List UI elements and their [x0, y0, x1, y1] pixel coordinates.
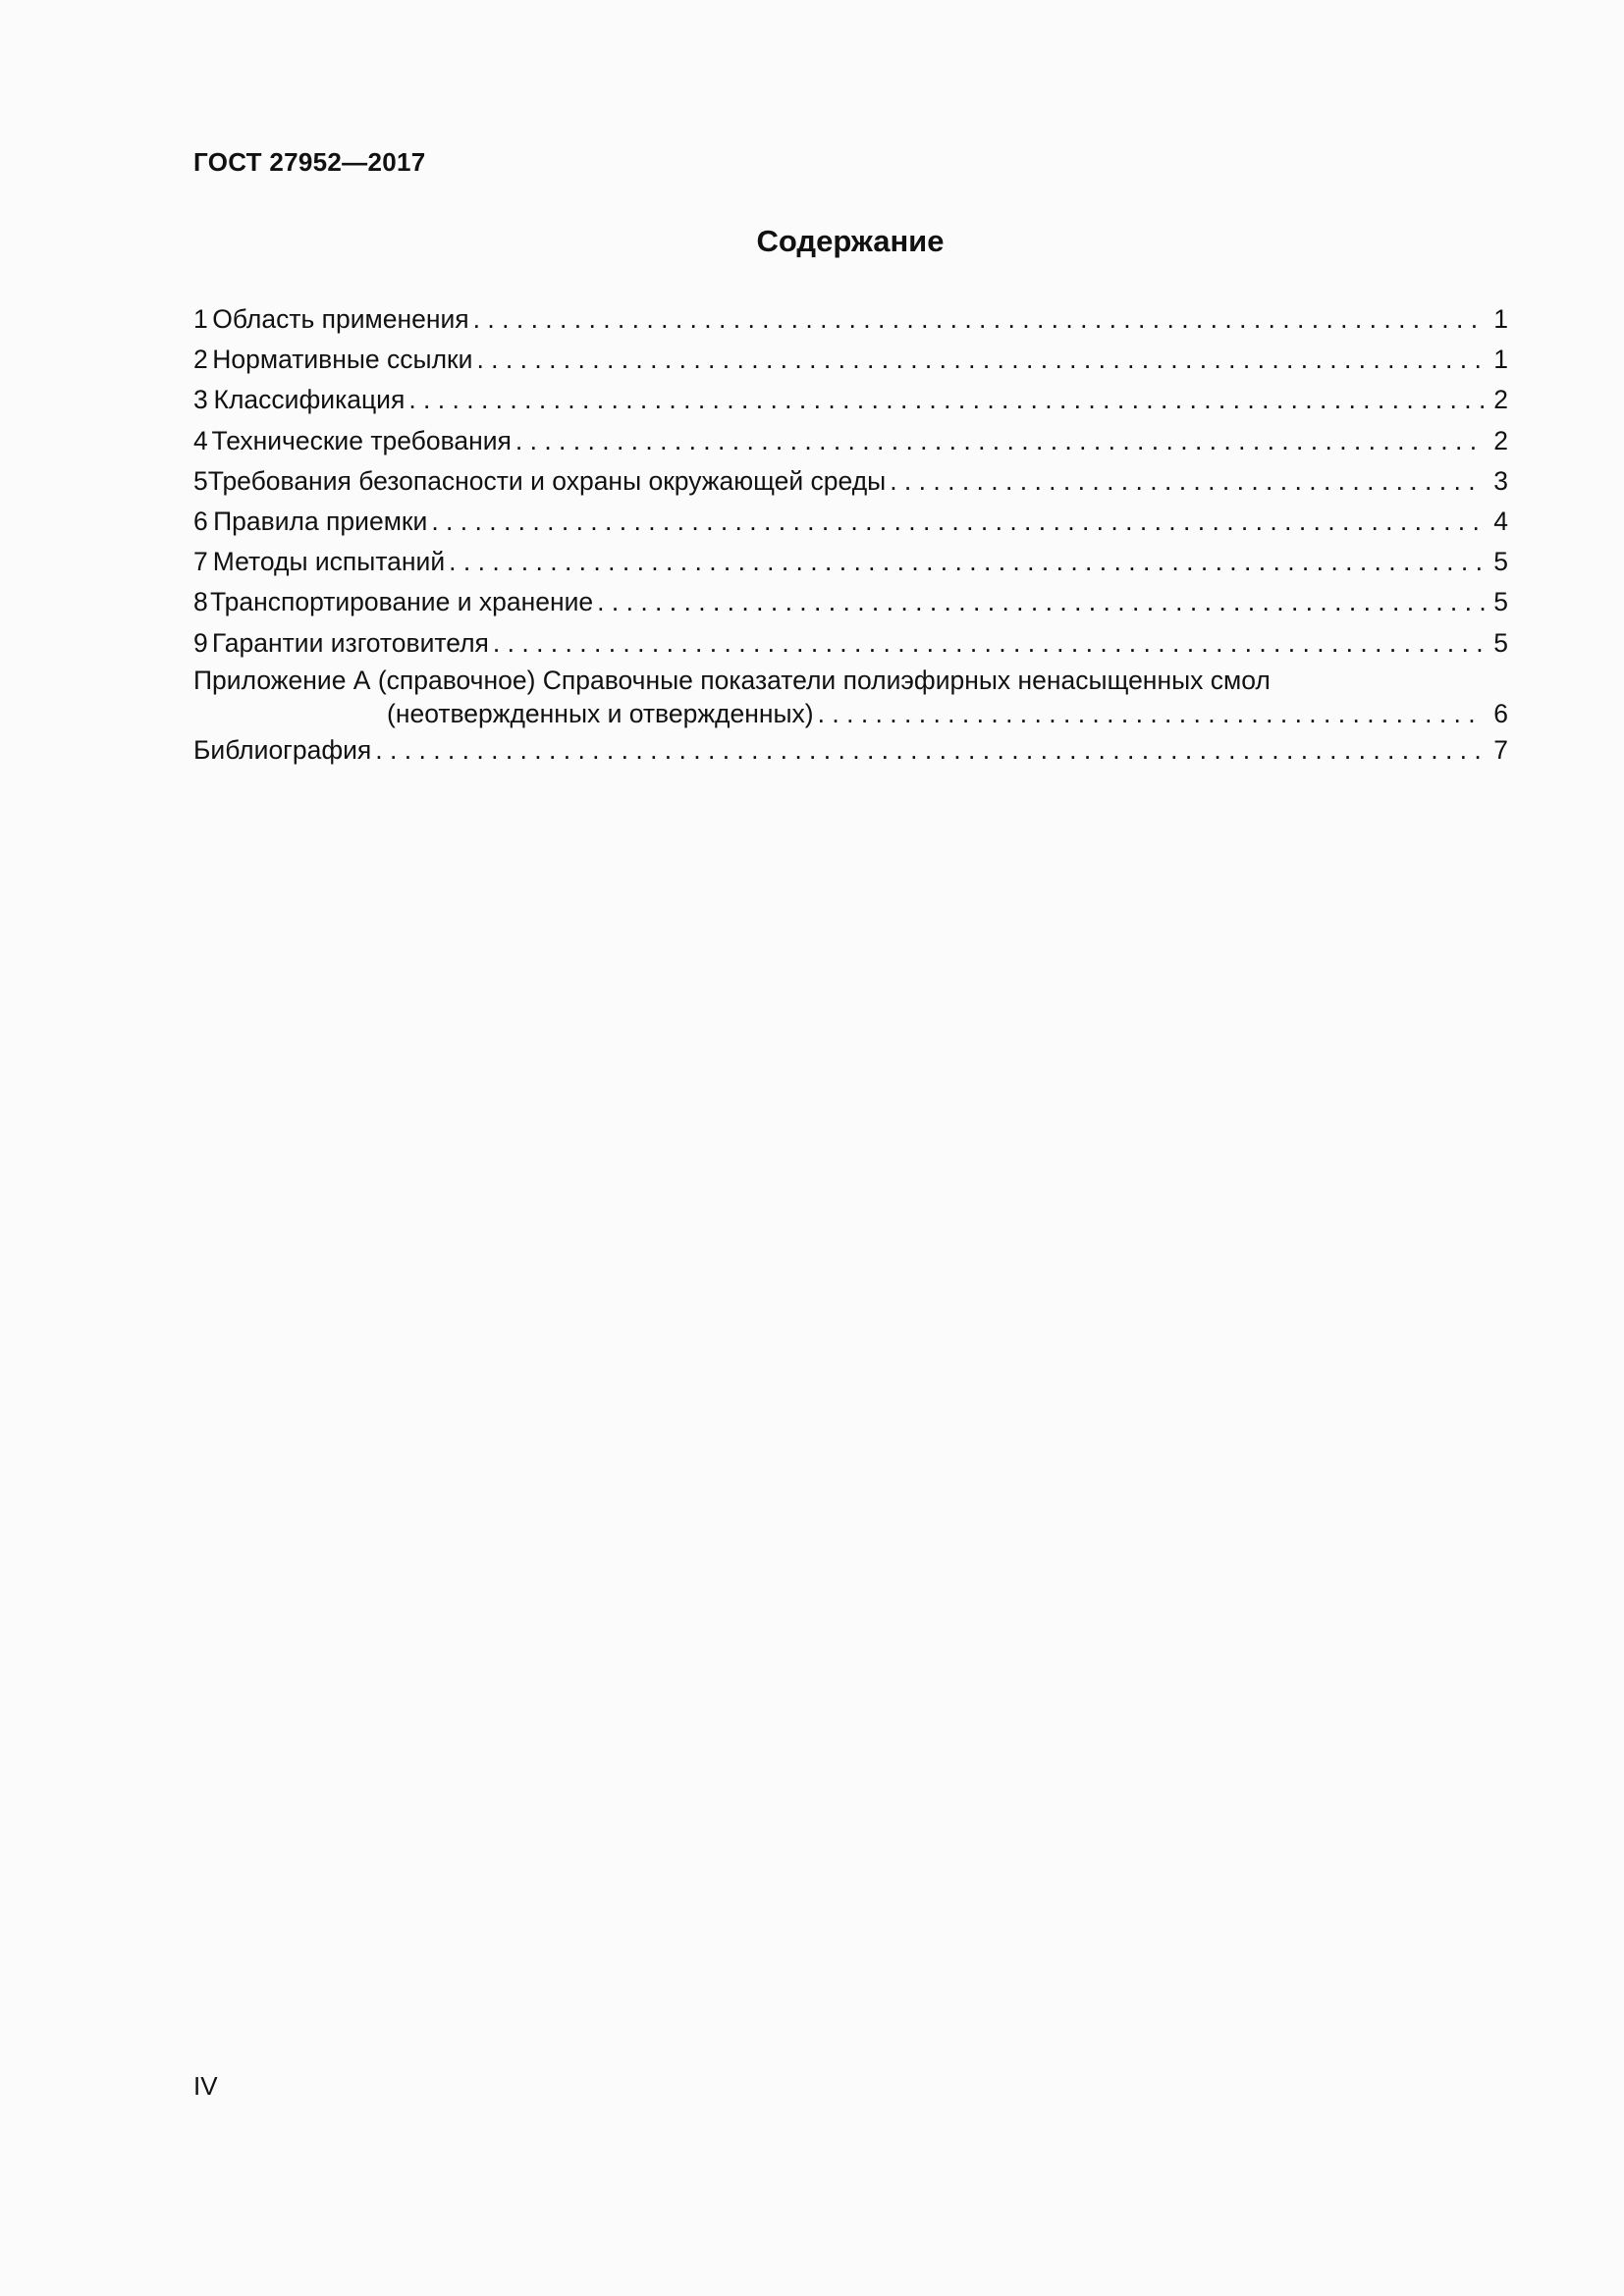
dot-leader [476, 340, 1485, 380]
toc-entry-label: Правила приемки [213, 506, 428, 536]
toc-entry-page: 6 [1493, 698, 1508, 728]
table-of-contents [193, 299, 1508, 771]
dot-leader [375, 730, 1485, 771]
toc-entry-number: 5 [193, 465, 208, 496]
dot-leader [818, 697, 1485, 730]
dot-leader [408, 380, 1485, 420]
toc-entry-2[interactable] [193, 340, 1508, 380]
toc-entry-label: Библиография [193, 734, 372, 765]
dot-leader [597, 582, 1485, 622]
toc-entry-label: Требования безопасности и охраны окружающей среды [207, 465, 887, 496]
toc-entry-page: 2 [1493, 425, 1508, 455]
toc-entry-bibliography[interactable] [193, 730, 1508, 771]
toc-entry-6[interactable] [193, 502, 1508, 542]
toc-entry-5[interactable] [193, 461, 1508, 502]
appendix-label-line2: (неотвержденных и отвержденных) [387, 698, 814, 728]
dot-leader [449, 542, 1485, 582]
toc-entry-label: Методы испытаний [212, 547, 446, 577]
toc-entry-page: 5 [1493, 627, 1508, 658]
toc-entry-label: Область применения [212, 304, 469, 334]
dot-leader [515, 421, 1485, 461]
toc-entry-number: 3 [193, 385, 208, 415]
toc-entry-page: 5 [1493, 587, 1508, 617]
toc-entry-3[interactable] [193, 380, 1508, 420]
toc-entry-page: 7 [1493, 734, 1508, 765]
toc-entry-page: 5 [1493, 547, 1508, 577]
toc-entry-label: Технические требования [211, 425, 512, 455]
toc-entry-page: 3 [1493, 465, 1508, 496]
dot-leader [890, 461, 1485, 502]
toc-entry-page: 4 [1493, 506, 1508, 536]
dot-leader [473, 299, 1485, 340]
toc-entry-page: 1 [1493, 345, 1508, 375]
toc-entry-number: 6 [193, 506, 208, 536]
toc-entry-appendix-a[interactable] [193, 664, 1508, 730]
dot-leader [431, 502, 1485, 542]
document-code: ГОСТ 27952—2017 [193, 147, 426, 177]
toc-entry-1[interactable] [193, 299, 1508, 340]
toc-entry-number: 7 [193, 547, 208, 577]
toc-entry-number: 8 [193, 587, 208, 617]
toc-entry-number: 4 [193, 425, 208, 455]
toc-entry-page: 1 [1493, 304, 1508, 334]
toc-title: Содержание [756, 224, 945, 258]
appendix-label-line1: Приложение А (справочное) Справочные показатели полиэфирных ненасыщенных смол [193, 665, 1271, 695]
toc-entry-label: Гарантии изготовителя [211, 627, 489, 658]
toc-entry-page: 2 [1493, 385, 1508, 415]
toc-entry-number: 2 [193, 345, 208, 375]
toc-entry-8[interactable] [193, 582, 1508, 622]
toc-entry-number: 1 [193, 304, 208, 334]
toc-entry-label: Нормативные ссылки [212, 345, 473, 375]
dot-leader [493, 623, 1485, 664]
page-number: IV [193, 2071, 218, 2101]
toc-entry-label: Классификация [213, 385, 406, 415]
toc-entry-9[interactable] [193, 623, 1508, 664]
toc-entry-7[interactable] [193, 542, 1508, 582]
toc-entry-label: Транспортирование и хранение [209, 587, 594, 617]
toc-entry-4[interactable] [193, 421, 1508, 461]
toc-entry-number: 9 [193, 627, 208, 658]
